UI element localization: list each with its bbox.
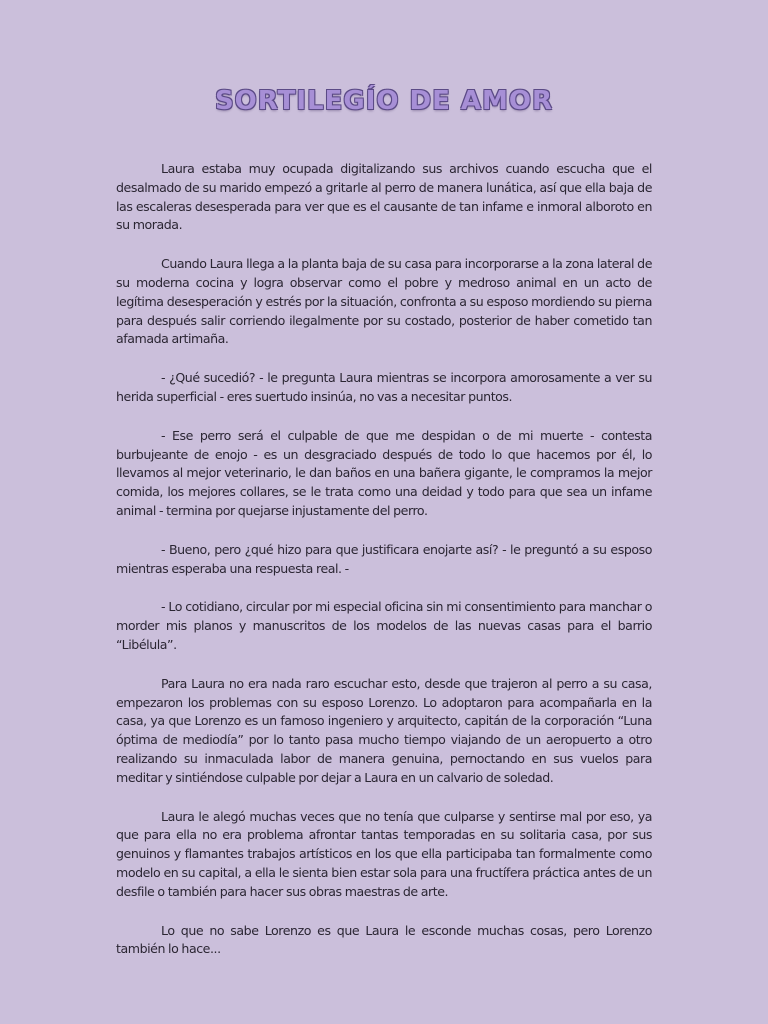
paragraph: - ¿Qué sucedió? - le pregunta Laura mientras se incorpora amorosamente a ver su herida superficial - eres suertudo insinúa, no vas a necesitar puntos. (116, 370, 652, 404)
paragraph: Para Laura no era nada raro escuchar esto, desde que trajeron al perro a su casa, empezaron los problemas con su esposo Lorenzo. Lo adoptaron para acompañarla en la casa, ya que Lorenzo es un famoso ingeniero y arquitecto, capitán de la corporación “Luna óptima de mediodía” por lo tanto pasa mucho tiempo viajando de un aeropuerto a otro realizando su inmaculada labor de manera genuina, pernoctando en sus vuelos para meditar y sintiéndose culpable por dejar a Laura en un calvario de soledad. (116, 675, 652, 785)
paragraph: - Ese perro será el culpable de que me despidan o de mi muerte - contesta burbujeante de enojo - es un desgraciado después de todo lo que hacemos por él, lo llevamos al mejor veterinario, le dan baños en una bañera gigante, le compramos la mejor comida, los mejores collares, se le trata como una deidad y todo para que sea un infame animal - termina por quejarse injustamente del perro. (116, 427, 652, 518)
paragraph: - Bueno, pero ¿qué hizo para que justificara enojarte así? - le preguntó a su esposo mientras esperaba una respuesta real. - (116, 541, 652, 576)
document-title: SORTILEGÍO DE AMOR (214, 86, 554, 116)
paragraph: - Lo cotidiano, circular por mi especial oficina sin mi consentimiento para manchar o morder mis planos y manuscritos de los modelos de las nuevas casas para el barrio “Libélula”. (116, 599, 652, 652)
paragraph: Lo que no sabe Lorenzo es que Laura le esconde muchas cosas, pero Lorenzo también lo hace... (116, 922, 652, 957)
paragraph: Cuando Laura llega a la planta baja de su casa para incorporarse a la zona lateral de su moderna cocina y logra observar como el pobre y medroso animal en un acto de legítima desesperación y estrés por la situación, confronta a su esposo mordiendo su pierna para después salir corriendo ilegalmente por su costado, posterior de haber cometido tan afamada artimaña. (116, 256, 652, 347)
paragraph: Laura estaba muy ocupada digitalizando sus archivos cuando escucha que el desalmado de su marido empezó a gritarle al perro de manera lunática, así que ella baja de las escaleras desesperada para ver que es el causante de tan infame e inmoral alboroto en su morada. (116, 161, 652, 233)
paragraph: Laura le alegó muchas veces que no tenía que culparse y sentirse mal por eso, ya que para ella no era problema afrontar tantas temporadas en su solitaria casa, por sus genuinos y flamantes trabajos artísticos en los que ella participaba tan formalmente como modelo en su capital, a ella le sienta bien estar sola para una fructífera práctica antes de un desfile o también para hacer sus obras maestras de arte. (116, 808, 652, 899)
document-body (116, 160, 652, 979)
